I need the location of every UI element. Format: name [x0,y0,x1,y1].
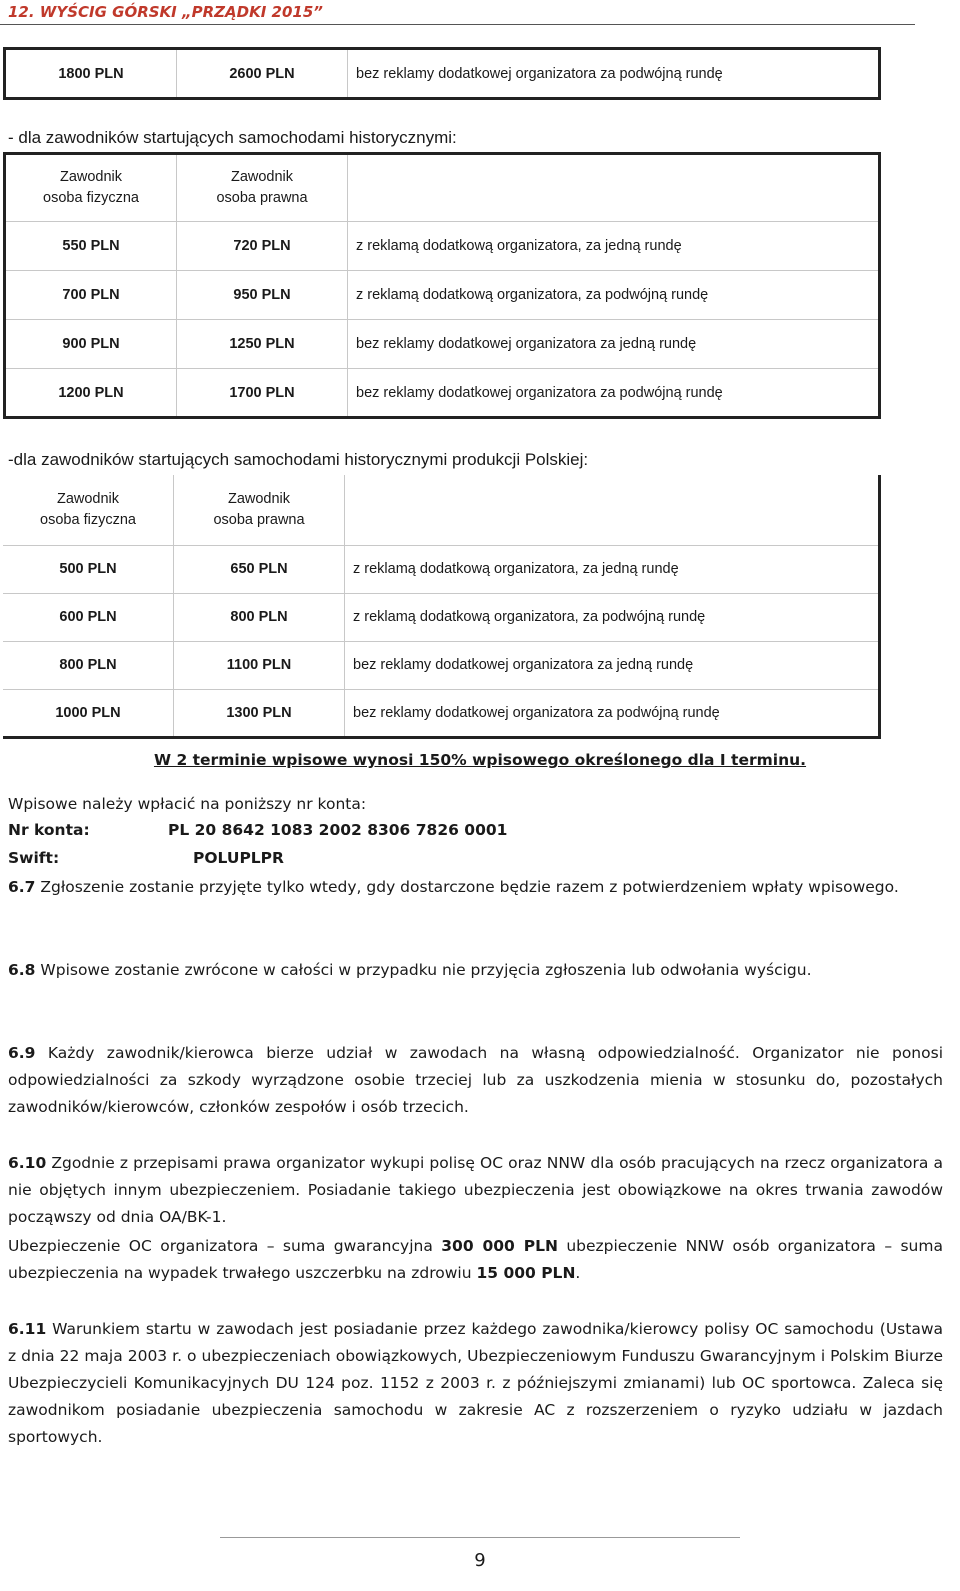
fee-person: 1800 PLN [5,49,177,99]
fee-description: z reklamą dodatkową organizatora, za jedną rundę [348,222,880,271]
table-row [5,49,880,99]
col-header-company-line1: Zawodnik [227,490,291,507]
fee-company: 950 PLN [177,271,348,320]
fee-description: z reklamą dodatkową organizatora, za podwójną rundę [348,271,880,320]
table-row [5,271,880,320]
table-header-row [5,154,880,222]
fee-description: bez reklamy dodatkowej organizatora za podwójną rundę [356,384,723,401]
document-header-title: 12. WYŚCIG GÓRSKI „PRZĄDKI 2015” [8,3,323,21]
fee-person: 700 PLN [5,271,177,320]
header-divider [0,24,915,25]
section-text: Wpisowe zostanie zwrócone w całości w przypadku nie przyjęcia zgłoszenia lub odwołania wyścigu. [40,961,812,979]
col-header-company [174,475,345,545]
fee-company: 1700 PLN [177,369,348,418]
section-number: 6.9 [8,1044,36,1062]
table-row [3,545,880,593]
col-header-company-line2: osoba prawna [216,190,308,206]
fee-person: 500 PLN [3,545,174,593]
fee-description: bez reklamy dodatkowej organizatora za podwójną rundę [353,704,720,721]
fee-description: bez reklamy dodatkowej organizatora za podwójną rundę [356,65,723,82]
section-text: Zgodnie z przepisami prawa organizator wykupi polisę OC oraz NNW dla osób pracujących na rzecz organizatora a nie objętych innym ubezpieczeniem. Posiadanie takiego ubezpieczenia jest obowiązkowe na okres trwania zawodów począwszy od dnia OA/BK-1. [8,1154,943,1226]
table-row [3,641,880,689]
fee-description: z reklamą dodatkową organizatora, za jedną rundę [345,545,880,593]
col-header-company [177,154,348,222]
account-number: PL 20 8642 1083 2002 8306 7826 0001 [168,821,508,839]
account-label: Nr konta: [8,821,90,839]
page-number: 9 [474,1550,486,1571]
nnw-insurance-amount: 15 000 PLN [476,1264,576,1282]
section-6-7 [8,874,943,901]
col-header-person [5,154,177,222]
section-6-8 [8,957,943,984]
section-number: 6.8 [8,961,36,979]
fee-company: 720 PLN [177,222,348,271]
fee-person: 600 PLN [3,593,174,641]
insurance-text-end: . [575,1264,581,1282]
footer-divider [220,1537,740,1538]
insurance-text-start: Ubezpieczenie OC organizatora – suma gwarancyjna [8,1237,433,1255]
table-row [5,320,880,369]
fee-company: 800 PLN [174,593,345,641]
fee-description: bez reklamy dodatkowej organizatora za jedną rundę [348,320,880,369]
polish-fee-table [3,475,881,739]
section-6-10-insurance [8,1233,943,1287]
col-header-description [348,154,880,222]
oc-guarantee-amount: 300 000 PLN [441,1237,558,1255]
polish-heading: -dla zawodników startujących samochodami historycznymi produkcji Polskiej: [8,450,589,469]
table-row [3,689,880,737]
insurance-text-middle: ubezpieczenie NNW osób organizatora – suma ubezpieczenia na wypadek trwałego uszczerbku na zdrowiu [8,1237,943,1282]
section-text: Zgłoszenie zostanie przyjęte tylko wtedy, gdy dostarczone będzie razem z potwierdzeniem wpłaty wpisowego. [40,878,899,896]
historic-fee-table [3,152,881,419]
section-text: Każdy zawodnik/kierowca bierze udział w zawodach na własną odpowiedzialność. Organizator nie ponosi odpowiedzialności za szkody wyrządzone osobie trzeciej lub za uszkodzenia mienia w stosunku do, pozostałych zawodników/kierowców, członków zespołów i osób trzecich. [8,1044,943,1116]
fee-description: bez reklamy dodatkowej organizatora za jedną rundę [345,641,880,689]
section-text: Warunkiem startu w zawodach jest posiadanie przez każdego zawodnika/kierowcy polisy OC samochodu (Ustawa z dnia 22 maja 2003 r. o ubezpieczeniach obowiązkowych, Ubezpieczeniowym Funduszu Gwarancyjnym i Polskim Biurze Ubezpieczycieli Komunikacyjnych DU 124 poz. 1152 z 2003 r. z późniejszymi zmianami) lub OC sportowca. Zaleca się zawodnikom posiadanie ubezpieczenia samochodu w zakresie AC z rozszerzeniem o ryzyko udziału w jazdach sportowych. [8,1320,943,1446]
table-row [5,222,880,271]
fee-company: 2600 PLN [177,49,348,99]
col-header-person-line1: Zawodnik [56,490,120,507]
col-header-description [345,475,880,545]
section-6-11 [8,1316,943,1451]
col-header-company-line1: Zawodnik [230,169,294,185]
fee-person: 1200 PLN [5,369,177,418]
table-row [5,369,880,418]
col-header-person-line2: osoba fizyczna [43,190,139,206]
fee-description: z reklamą dodatkową organizatora, za podwójną rundę [345,593,880,641]
table-row [3,593,880,641]
second-term-notice: W 2 terminie wpisowe wynosi 150% wpisowego określonego dla I terminu. [153,751,807,769]
section-number: 6.7 [8,878,36,896]
swift-label: Swift: [8,849,60,867]
section-number: 6.10 [8,1154,47,1172]
payment-intro: Wpisowe należy wpłacić na poniższy nr konta: [8,795,367,813]
section-number: 6.11 [8,1320,47,1338]
fee-person: 900 PLN [5,320,177,369]
col-header-company-line2: osoba prawna [213,511,305,528]
col-header-person [3,475,174,545]
swift-code: POLUPLPR [193,849,284,867]
fee-company: 1300 PLN [174,689,345,737]
section-6-10 [8,1150,943,1231]
section-6-9 [8,1040,943,1121]
fee-company: 650 PLN [174,545,345,593]
col-header-person-line1: Zawodnik [59,169,123,185]
fee-table-continued [3,47,881,100]
fee-person: 550 PLN [5,222,177,271]
fee-company: 1250 PLN [177,320,348,369]
fee-person: 1000 PLN [3,689,174,737]
table-header-row [3,475,880,545]
fee-company: 1100 PLN [174,641,345,689]
historic-heading: - dla zawodników startujących samochodami historycznymi: [8,128,457,147]
col-header-person-line2: osoba fizyczna [40,511,136,528]
fee-person: 800 PLN [3,641,174,689]
